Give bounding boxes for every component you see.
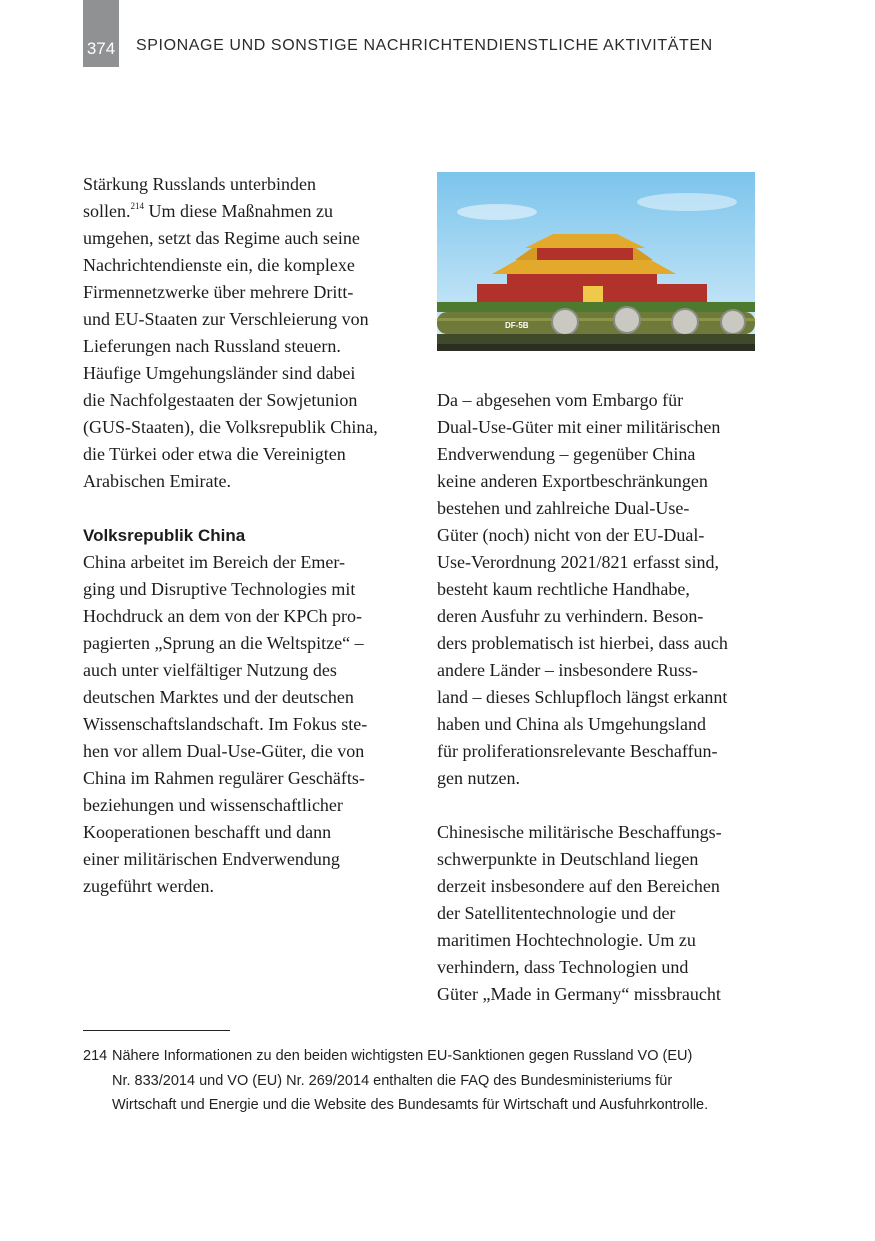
text-line: schwerpunkte in Deutschland liegen	[437, 849, 699, 869]
text-line: die Nachfolgestaaten der Sowjetunion	[83, 390, 358, 410]
text-fragment: sollen.	[83, 201, 131, 221]
text-line: einer militärischen Endverwendung	[83, 849, 340, 869]
text-line: Endverwendung – gegenüber China	[437, 444, 696, 464]
parade-photo-illustration	[437, 172, 755, 351]
section-heading: Volksrepublik China	[83, 526, 246, 545]
text-line-with-footnote	[83, 198, 403, 225]
text-line: für proliferationsrelevante Beschaffun-	[437, 741, 718, 761]
text-line: haben und China als Umgehungsland	[437, 714, 706, 734]
text-line: Nachrichtendienste ein, die komplexe	[83, 255, 355, 275]
footnote-rule	[83, 1030, 230, 1031]
text-line: pagierten „Sprung an die Weltspitze“ –	[83, 633, 364, 653]
text-line: derzeit insbesondere auf den Bereichen	[437, 876, 720, 896]
text-line: China im Rahmen regulärer Geschäfts-	[83, 768, 365, 788]
footnote-line: Nr. 833/2014 und VO (EU) Nr. 269/2014 enthalten die FAQ des Bundesministeriums für	[112, 1072, 673, 1089]
text-line: deren Ausfuhr zu verhindern. Beson-	[437, 606, 704, 626]
text-fragment: Um diese Maßnahmen zu	[148, 201, 333, 221]
text-line: zugeführt werden.	[83, 876, 214, 896]
text-line: Stärkung Russlands unterbinden	[83, 174, 316, 194]
text-line: andere Länder – insbesondere Russ-	[437, 660, 698, 680]
running-head: SPIONAGE UND SONSTIGE NACHRICHTENDIENSTLICHE AKTIVITÄTEN	[136, 37, 713, 54]
footnote-line: Wirtschaft und Energie und die Website des Bundesamts für Wirtschaft und Ausfuhrkontrolle.	[112, 1097, 709, 1113]
paragraph-gap	[83, 495, 403, 522]
text-line: keine anderen Exportbeschränkungen	[437, 471, 708, 491]
text-line: Hochdruck an dem von der KPCh pro-	[83, 606, 362, 626]
text-line: auch unter vielfältiger Nutzung des	[83, 660, 337, 680]
text-line: Lieferungen nach Russland steuern.	[83, 336, 341, 356]
text-line: maritimen Hochtechnologie. Um zu	[437, 930, 696, 950]
text-line: ders problematisch ist hierbei, dass auch	[437, 633, 728, 653]
page-number-box	[83, 0, 119, 67]
text-line: Dual-Use-Güter mit einer militärischen	[437, 417, 721, 437]
text-line: Arabischen Emirate.	[83, 471, 231, 491]
text-line: Wissenschaftslandschaft. Im Fokus ste-	[83, 714, 368, 734]
missile-marking: DF-5B	[505, 321, 529, 330]
text-line: Chinesische militärische Beschaffungs-	[437, 822, 722, 842]
left-column	[83, 171, 403, 900]
text-line: die Türkei oder etwa die Vereinigten	[83, 444, 346, 464]
text-line: deutschen Marktes und der deutschen	[83, 687, 354, 707]
text-line: umgehen, setzt das Regime auch seine	[83, 228, 360, 248]
missile-body	[437, 312, 755, 334]
parade-photo	[437, 172, 755, 351]
text-line: besteht kaum rechtliche Handhabe,	[437, 579, 690, 599]
footnote-reference[interactable]: 214	[130, 201, 144, 211]
text-line: Kooperationen beschafft und dann	[83, 822, 332, 842]
text-line: Güter (noch) nicht von der EU-Dual-	[437, 525, 705, 545]
text-line: Häufige Umgehungsländer sind dabei	[83, 363, 356, 383]
right-column	[437, 387, 757, 1008]
page-number: 374	[86, 39, 116, 58]
footnote	[83, 1044, 773, 1118]
text-line: ging und Disruptive Technologies mit	[83, 579, 356, 599]
text-line: der Satellitentechnologie und der	[437, 903, 676, 923]
text-line: und EU-Staaten zur Verschleierung von	[83, 309, 369, 329]
text-line: hen vor allem Dual-Use-Güter, die von	[83, 741, 365, 761]
text-line: China arbeitet im Bereich der Emer-	[83, 552, 346, 572]
text-line: Firmennetzwerke über mehrere Dritt-	[83, 282, 354, 302]
text-line: (GUS-Staaten), die Volksrepublik China,	[83, 417, 378, 437]
text-line: Güter „Made in Germany“ missbraucht	[437, 984, 721, 1004]
text-line: verhindern, dass Technologien und	[437, 957, 689, 977]
text-line: land – dieses Schlupfloch längst erkannt	[437, 687, 728, 707]
footnote-number: 214	[83, 1048, 108, 1064]
text-line: gen nutzen.	[437, 768, 520, 788]
text-line: Da – abgesehen vom Embargo für	[437, 390, 684, 410]
text-line: beziehungen und wissenschaftlicher	[83, 795, 343, 815]
text-line: Use-Verordnung 2021/821 erfasst sind,	[437, 552, 719, 572]
footnote-text: Nähere Informationen zu den beiden wichtigsten EU-Sanktionen gegen Russland VO (EU)	[112, 1048, 693, 1064]
footnote-line	[83, 1044, 773, 1069]
paragraph-gap	[437, 792, 757, 819]
text-line: bestehen und zahlreiche Dual-Use-	[437, 498, 690, 518]
